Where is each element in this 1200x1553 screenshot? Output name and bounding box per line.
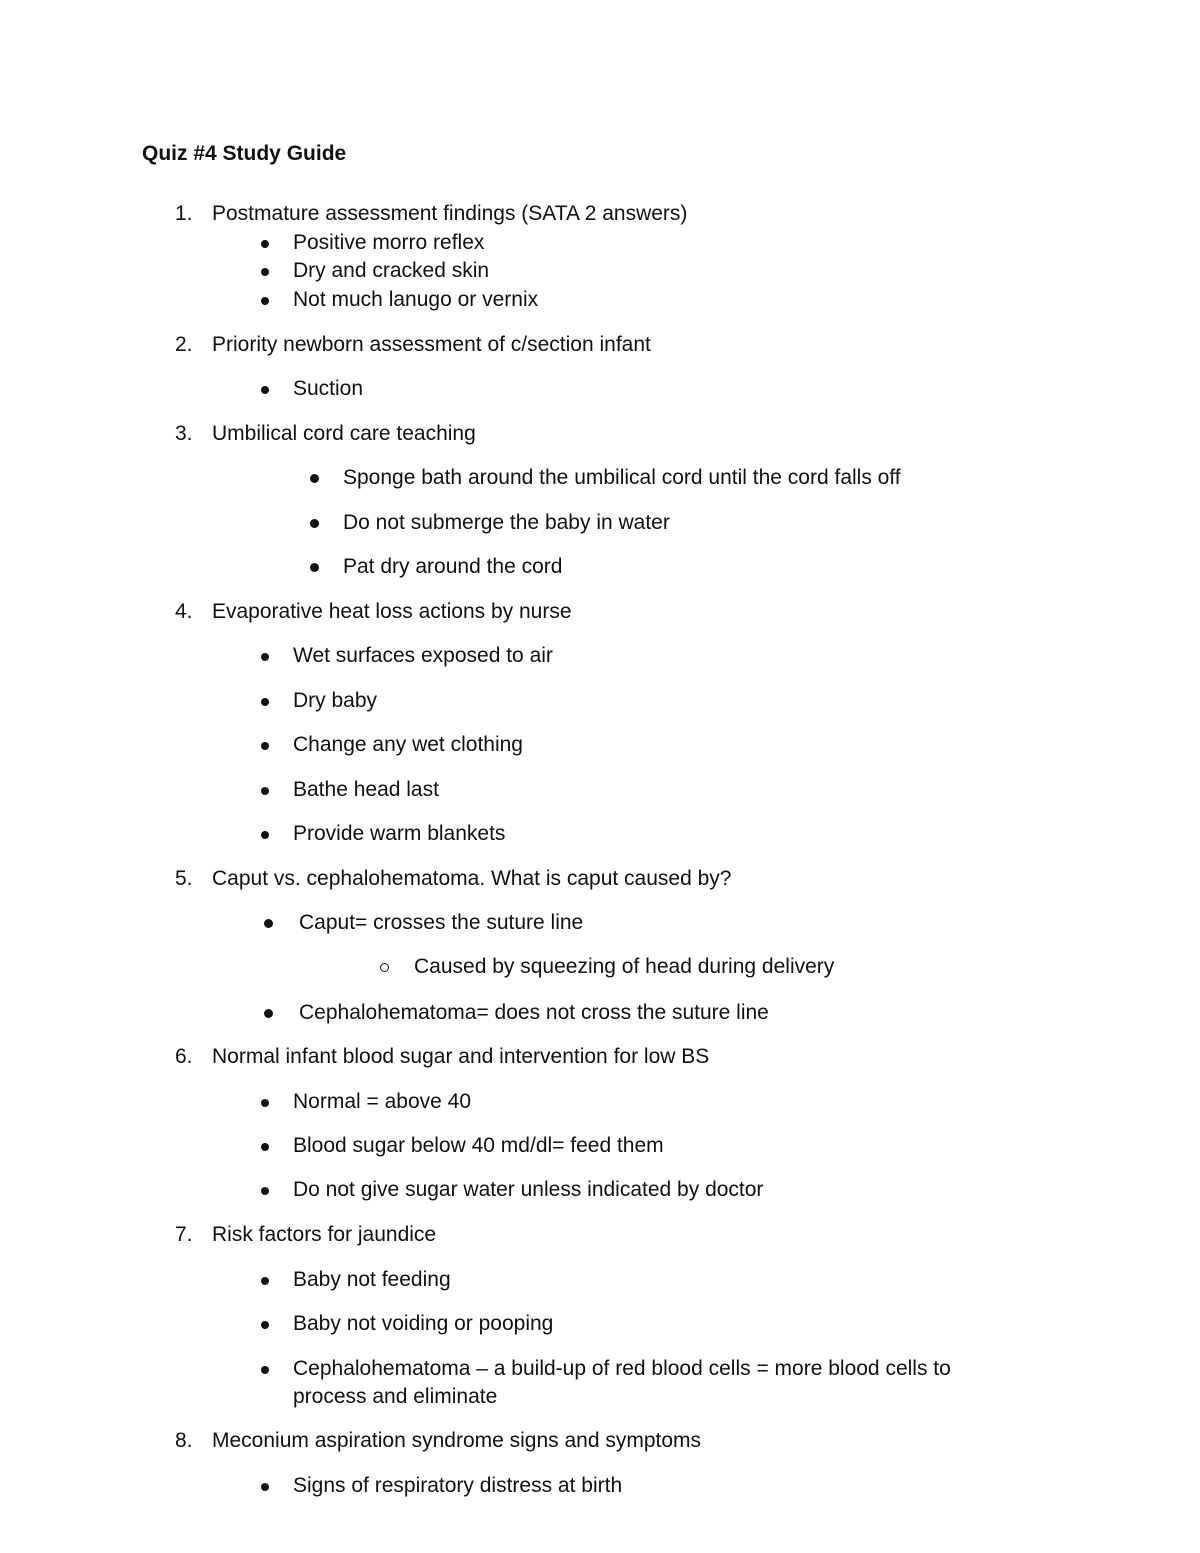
bullet-text: Dry and cracked skin xyxy=(293,259,490,282)
bullet-icon xyxy=(261,1187,269,1195)
item-number: 6. xyxy=(175,1045,193,1068)
item-heading: Caput vs. cephalohematoma. What is caput caused by? xyxy=(212,867,732,890)
bullet-icon xyxy=(261,1143,269,1151)
bullet-icon xyxy=(261,1483,269,1491)
bullet-text: Wet surfaces exposed to air xyxy=(293,644,553,667)
bullet-icon xyxy=(261,787,269,795)
bullet-icon xyxy=(261,297,269,305)
bullet-text: Pat dry around the cord xyxy=(343,555,563,578)
bullet-text: Caput= crosses the suture line xyxy=(299,911,584,934)
bullet-icon xyxy=(261,698,269,706)
sub-bullet-text: Caused by squeezing of head during delivery xyxy=(414,955,835,978)
item-number: 4. xyxy=(175,600,193,623)
bullet-text: Do not submerge the baby in water xyxy=(343,511,670,534)
bullet-text: Suction xyxy=(293,377,364,400)
bullet-text: Baby not feeding xyxy=(293,1268,451,1291)
bullet-icon xyxy=(310,519,319,528)
bullet-text: Baby not voiding or pooping xyxy=(293,1312,554,1335)
bullet-text: Signs of respiratory distress at birth xyxy=(293,1474,623,1497)
bullet-text: Normal = above 40 xyxy=(293,1090,472,1113)
bullet-text: Cephalohematoma – a build-up of red blood cells = more blood cells to xyxy=(293,1357,951,1380)
item-heading: Priority newborn assessment of c/section infant xyxy=(212,333,651,356)
item-number: 3. xyxy=(175,422,193,445)
bullet-icon xyxy=(310,563,319,572)
item-heading: Risk factors for jaundice xyxy=(212,1223,437,1246)
bullet-text-continued: process and eliminate xyxy=(293,1385,498,1408)
item-number: 7. xyxy=(175,1223,193,1246)
bullet-text: Change any wet clothing xyxy=(293,733,523,756)
bullet-icon xyxy=(261,653,269,661)
item-number: 5. xyxy=(175,867,193,890)
item-heading: Postmature assessment findings (SATA 2 answers) xyxy=(212,202,688,225)
item-number: 8. xyxy=(175,1429,193,1452)
bullet-text: Dry baby xyxy=(293,689,378,712)
bullet-icon xyxy=(261,742,269,750)
bullet-icon xyxy=(261,1366,269,1374)
bullet-icon xyxy=(261,240,269,248)
bullet-icon xyxy=(310,474,319,483)
bullet-text: Positive morro reflex xyxy=(293,231,485,254)
item-heading: Umbilical cord care teaching xyxy=(212,422,476,445)
bullet-text: Blood sugar below 40 md/dl= feed them xyxy=(293,1134,664,1157)
document-title: Quiz #4 Study Guide xyxy=(142,142,347,165)
bullet-text: Do not give sugar water unless indicated by doctor xyxy=(293,1178,764,1201)
item-heading: Meconium aspiration syndrome signs and symptoms xyxy=(212,1429,702,1452)
item-heading: Evaporative heat loss actions by nurse xyxy=(212,600,572,623)
bullet-icon xyxy=(264,919,273,928)
bullet-icon xyxy=(261,1099,269,1107)
bullet-icon xyxy=(264,1009,273,1018)
bullet-text: Provide warm blankets xyxy=(293,822,506,845)
bullet-icon xyxy=(261,1321,269,1329)
bullet-icon xyxy=(261,386,269,394)
item-heading: Normal infant blood sugar and intervention for low BS xyxy=(212,1045,710,1068)
bullet-text: Bathe head last xyxy=(293,778,439,801)
bullet-icon xyxy=(261,831,269,839)
bullet-icon xyxy=(261,1277,269,1285)
sub-bullet-icon xyxy=(380,963,389,972)
bullet-text: Cephalohematoma= does not cross the suture line xyxy=(299,1001,769,1024)
bullet-icon xyxy=(261,268,269,276)
bullet-text: Sponge bath around the umbilical cord until the cord falls off xyxy=(343,466,901,489)
item-number: 1. xyxy=(175,202,193,225)
item-number: 2. xyxy=(175,333,193,356)
bullet-text: Not much lanugo or vernix xyxy=(293,288,539,311)
